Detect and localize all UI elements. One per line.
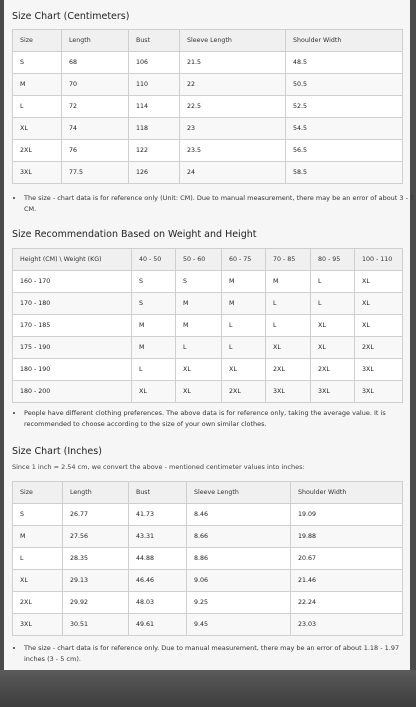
table-cell: L <box>266 293 311 315</box>
cm-header-cell: Bust <box>129 30 180 52</box>
recommend-title: Size Recommendation Based on Weight and Height <box>12 229 257 240</box>
recommend-note: • People have different clothing preferences. The above data is for reference only, taking the average value. It is recommended to choose according to the size of your own similar clothes. <box>24 408 416 430</box>
table-cell: 26.77 <box>63 504 129 526</box>
table-cell: 170 - 180 <box>13 293 132 315</box>
table-cell: 58.5 <box>286 162 403 184</box>
table-cell: 2XL <box>355 337 403 359</box>
table-cell: S <box>132 293 176 315</box>
table-cell: 2XL <box>311 359 355 381</box>
table-cell: 2XL <box>13 140 62 162</box>
table-cell: XL <box>266 337 311 359</box>
recommend-header-cell: 100 - 110 <box>355 249 403 271</box>
inch-header-row <box>13 482 403 504</box>
table-cell: 49.61 <box>129 614 187 636</box>
table-cell: L <box>13 548 63 570</box>
table-cell: 29.13 <box>63 570 129 592</box>
table-cell: 46.46 <box>129 570 187 592</box>
table-cell: 77.5 <box>62 162 129 184</box>
cm-body <box>13 52 403 184</box>
table-row <box>13 96 403 118</box>
table-cell: 106 <box>129 52 180 74</box>
cm-note: • The size - chart data is for reference only (Unit: CM). Due to manual measurement, there may be an error of about 3 - 5 CM. <box>24 193 416 215</box>
table-cell: 74 <box>62 118 129 140</box>
table-cell: 23.5 <box>180 140 286 162</box>
table-cell: 21.5 <box>180 52 286 74</box>
table-row <box>13 526 403 548</box>
recommend-note-list <box>12 408 416 430</box>
table-cell: 8.86 <box>187 548 291 570</box>
table-cell: XL <box>176 359 222 381</box>
table-row <box>13 118 403 140</box>
table-cell: XL <box>355 315 403 337</box>
table-cell: XL <box>132 381 176 403</box>
table-cell: M <box>132 315 176 337</box>
table-cell: 160 - 170 <box>13 271 132 293</box>
table-cell: 3XL <box>355 359 403 381</box>
table-cell: M <box>13 74 62 96</box>
table-cell: S <box>176 271 222 293</box>
table-cell: 22.24 <box>291 592 403 614</box>
table-cell: 20.67 <box>291 548 403 570</box>
table-cell: 21.46 <box>291 570 403 592</box>
cm-size-table <box>12 29 403 184</box>
table-cell: 114 <box>129 96 180 118</box>
recommend-header-cell: 50 - 60 <box>176 249 222 271</box>
table-cell: 48.03 <box>129 592 187 614</box>
table-row <box>13 504 403 526</box>
table-cell: 118 <box>129 118 180 140</box>
cm-header-cell: Sleeve Length <box>180 30 286 52</box>
table-row <box>13 140 403 162</box>
table-cell: 50.5 <box>286 74 403 96</box>
table-cell: 68 <box>62 52 129 74</box>
inch-body <box>13 504 403 636</box>
inch-intro: Since 1 inch = 2.54 cm, we convert the above - mentioned centimeter values into inches: <box>12 463 305 471</box>
cm-header-cell: Size <box>13 30 62 52</box>
table-row <box>13 359 403 381</box>
table-cell: M <box>266 271 311 293</box>
table-cell: 9.45 <box>187 614 291 636</box>
table-cell: S <box>132 271 176 293</box>
table-cell: XL <box>355 271 403 293</box>
table-cell: 3XL <box>13 614 63 636</box>
table-cell: 9.25 <box>187 592 291 614</box>
recommend-header-cell: Height (CM) \ Weight (KG) <box>13 249 132 271</box>
table-cell: M <box>222 271 266 293</box>
table-cell: 24 <box>180 162 286 184</box>
table-cell: L <box>311 293 355 315</box>
table-cell: 170 - 185 <box>13 315 132 337</box>
table-cell: 19.09 <box>291 504 403 526</box>
table-cell: 22 <box>180 74 286 96</box>
table-cell: XL <box>311 337 355 359</box>
background-strip <box>0 670 416 707</box>
table-cell: 2XL <box>266 359 311 381</box>
table-cell: 76 <box>62 140 129 162</box>
table-cell: 110 <box>129 74 180 96</box>
table-cell: M <box>176 315 222 337</box>
table-cell: 122 <box>129 140 180 162</box>
recommend-table <box>12 248 403 403</box>
table-cell: XL <box>355 293 403 315</box>
table-cell: 126 <box>129 162 180 184</box>
table-cell: 2XL <box>222 381 266 403</box>
recommend-header-cell: 60 - 75 <box>222 249 266 271</box>
inch-header-cell: Sleeve Length <box>187 482 291 504</box>
table-cell: XL <box>13 118 62 140</box>
table-cell: 43.31 <box>129 526 187 548</box>
table-cell: 9.06 <box>187 570 291 592</box>
inch-header-cell: Bust <box>129 482 187 504</box>
table-cell: S <box>13 504 63 526</box>
table-cell: L <box>311 271 355 293</box>
table-row <box>13 315 403 337</box>
table-cell: M <box>176 293 222 315</box>
table-cell: XL <box>176 381 222 403</box>
table-cell: L <box>132 359 176 381</box>
table-cell: 180 - 190 <box>13 359 132 381</box>
table-cell: 3XL <box>355 381 403 403</box>
table-cell: 28.35 <box>63 548 129 570</box>
inch-size-table <box>12 481 403 636</box>
table-row <box>13 614 403 636</box>
recommend-body <box>13 271 403 403</box>
table-cell: 175 - 190 <box>13 337 132 359</box>
table-cell: L <box>266 315 311 337</box>
table-cell: 3XL <box>311 381 355 403</box>
inch-header-cell: Size <box>13 482 63 504</box>
table-cell: L <box>222 337 266 359</box>
table-row <box>13 162 403 184</box>
recommend-header-cell: 70 - 85 <box>266 249 311 271</box>
recommend-header-cell: 80 - 95 <box>311 249 355 271</box>
recommend-header-cell: 40 - 50 <box>132 249 176 271</box>
table-cell: 56.5 <box>286 140 403 162</box>
table-cell: 23.03 <box>291 614 403 636</box>
table-cell: 23 <box>180 118 286 140</box>
table-cell: 180 - 200 <box>13 381 132 403</box>
table-row <box>13 52 403 74</box>
table-cell: 54.5 <box>286 118 403 140</box>
table-row <box>13 570 403 592</box>
inch-note: • The size - chart data is for reference only. Due to manual measurement, there may be an error of about 1.18 - 1.97 inches (3 - 5 cm). <box>24 643 416 665</box>
table-cell: 30.51 <box>63 614 129 636</box>
table-cell: M <box>222 293 266 315</box>
table-cell: 41.73 <box>129 504 187 526</box>
table-cell: L <box>222 315 266 337</box>
table-cell: 70 <box>62 74 129 96</box>
table-row <box>13 293 403 315</box>
table-cell: L <box>176 337 222 359</box>
table-cell: 29.92 <box>63 592 129 614</box>
inch-chart-title: Size Chart (Inches) <box>12 446 102 457</box>
table-row <box>13 271 403 293</box>
table-cell: XL <box>222 359 266 381</box>
table-cell: 48.5 <box>286 52 403 74</box>
table-cell: XL <box>13 570 63 592</box>
size-guide-sheet <box>4 0 415 670</box>
table-row <box>13 337 403 359</box>
table-row <box>13 74 403 96</box>
inch-header-cell: Length <box>63 482 129 504</box>
cm-header-row <box>13 30 403 52</box>
inch-note-list <box>12 643 416 665</box>
cm-note-list <box>12 193 416 215</box>
table-cell: 8.46 <box>187 504 291 526</box>
cm-header-cell: Length <box>62 30 129 52</box>
table-cell: 22.5 <box>180 96 286 118</box>
table-cell: 19.88 <box>291 526 403 548</box>
table-cell: 52.5 <box>286 96 403 118</box>
recommend-header-row <box>13 249 403 271</box>
table-row <box>13 548 403 570</box>
cm-header-cell: Shoulder Width <box>286 30 403 52</box>
table-cell: 8.66 <box>187 526 291 548</box>
table-cell: M <box>132 337 176 359</box>
table-cell: 27.56 <box>63 526 129 548</box>
table-cell: M <box>13 526 63 548</box>
table-row <box>13 592 403 614</box>
table-cell: XL <box>311 315 355 337</box>
table-cell: 44.88 <box>129 548 187 570</box>
table-row <box>13 381 403 403</box>
table-cell: 3XL <box>266 381 311 403</box>
cm-chart-title: Size Chart (Centimeters) <box>12 11 130 22</box>
table-cell: L <box>13 96 62 118</box>
inch-header-cell: Shoulder Width <box>291 482 403 504</box>
table-cell: 3XL <box>13 162 62 184</box>
table-cell: 72 <box>62 96 129 118</box>
table-cell: 2XL <box>13 592 63 614</box>
table-cell: S <box>13 52 62 74</box>
